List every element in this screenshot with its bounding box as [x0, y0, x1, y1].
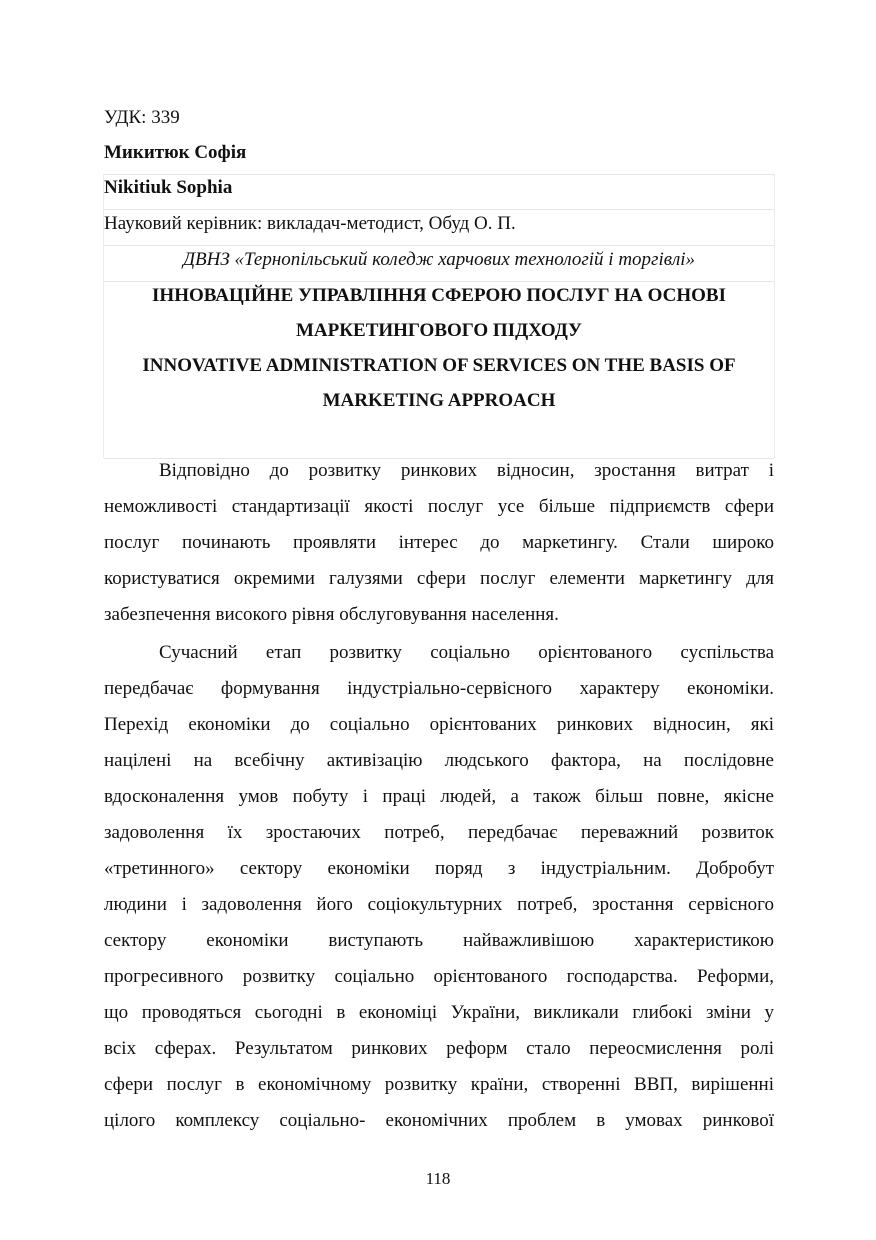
institution-name: ДВНЗ «Тернопільський коледж харчових технологій і торгівлі» — [182, 249, 696, 270]
header-vertical-rule — [774, 174, 775, 458]
title-english-line-2: MARKETING APPROACH — [322, 390, 556, 411]
title-english-line-1: INNOVATIVE ADMINISTRATION OF SERVICES ON THE BASIS OF — [142, 355, 736, 376]
page-number: 118 — [425, 1169, 451, 1188]
body-text-line: що проводяться сьогодні в економіці України, викликали глибокі зміни у — [104, 1002, 774, 1023]
title-ukrainian-line-2: МАРКЕТИНГОВОГО ПІДХОДУ — [295, 320, 582, 341]
header-rule — [104, 281, 774, 282]
header-rule — [104, 209, 774, 210]
body-text-line: всіх сферах. Результатом ринкових реформ стало переосмислення ролі — [104, 1038, 774, 1059]
body-text-line: вдосконалення умов побуту і праці людей, а також більш повне, якісне — [104, 786, 774, 807]
body-text-line: людини і задоволення його соціокультурних потреб, зростання сервісного — [104, 894, 774, 915]
author-name-english: Nikitiuk Sophia — [104, 177, 233, 198]
body-text-line: задоволення їх зростаючих потреб, передбачає переважний розвиток — [104, 822, 774, 843]
body-text-line: націлені на всебічну активізацію людського фактора, на послідовне — [104, 750, 774, 771]
body-text-line: забезпечення високого рівня обслуговування населення. — [104, 604, 559, 625]
body-text-line: передбачає формування індустріально-сервісного характеру економіки. — [104, 678, 774, 699]
body-text-line: послуг починають проявляти інтерес до маркетингу. Стали широко — [104, 532, 774, 553]
body-text-line: неможливості стандартизації якості послуг усе більше підприємств сфери — [104, 496, 774, 517]
body-text-line: «третинного» сектору економіки поряд з індустріальним. Добробут — [104, 858, 774, 879]
body-text-line: Перехід економіки до соціально орієнтованих ринкових відносин, які — [104, 714, 774, 735]
body-text-line: сфери послуг в економічному розвитку країни, створенні ВВП, вирішенні — [104, 1074, 774, 1095]
header-rule — [104, 245, 774, 246]
title-ukrainian-line-1: ІННОВАЦІЙНЕ УПРАВЛІННЯ СФЕРОЮ ПОСЛУГ НА ОСНОВІ — [152, 285, 726, 306]
udk-code: УДК: 339 — [104, 107, 180, 128]
author-name-ukrainian: Микитюк Софія — [104, 142, 247, 163]
body-text-line: Відповідно до розвитку ринкових відносин, зростання витрат і — [159, 460, 774, 481]
body-text-line: цілого комплексу соціально- економічних проблем в умовах ринкової — [104, 1110, 774, 1131]
scientific-supervisor: Науковий керівник: викладач-методист, Обуд О. П. — [104, 213, 516, 234]
body-text-line: Сучасний етап розвитку соціально орієнтованого суспільства — [159, 642, 774, 663]
body-text-line: сектору економіки виступають найважливішою характеристикою — [104, 930, 774, 951]
body-text-line: користуватися окремими галузями сфери послуг елементи маркетингу для — [104, 568, 774, 589]
body-text-line: прогресивного розвитку соціально орієнтованого господарства. Реформи, — [104, 966, 774, 987]
